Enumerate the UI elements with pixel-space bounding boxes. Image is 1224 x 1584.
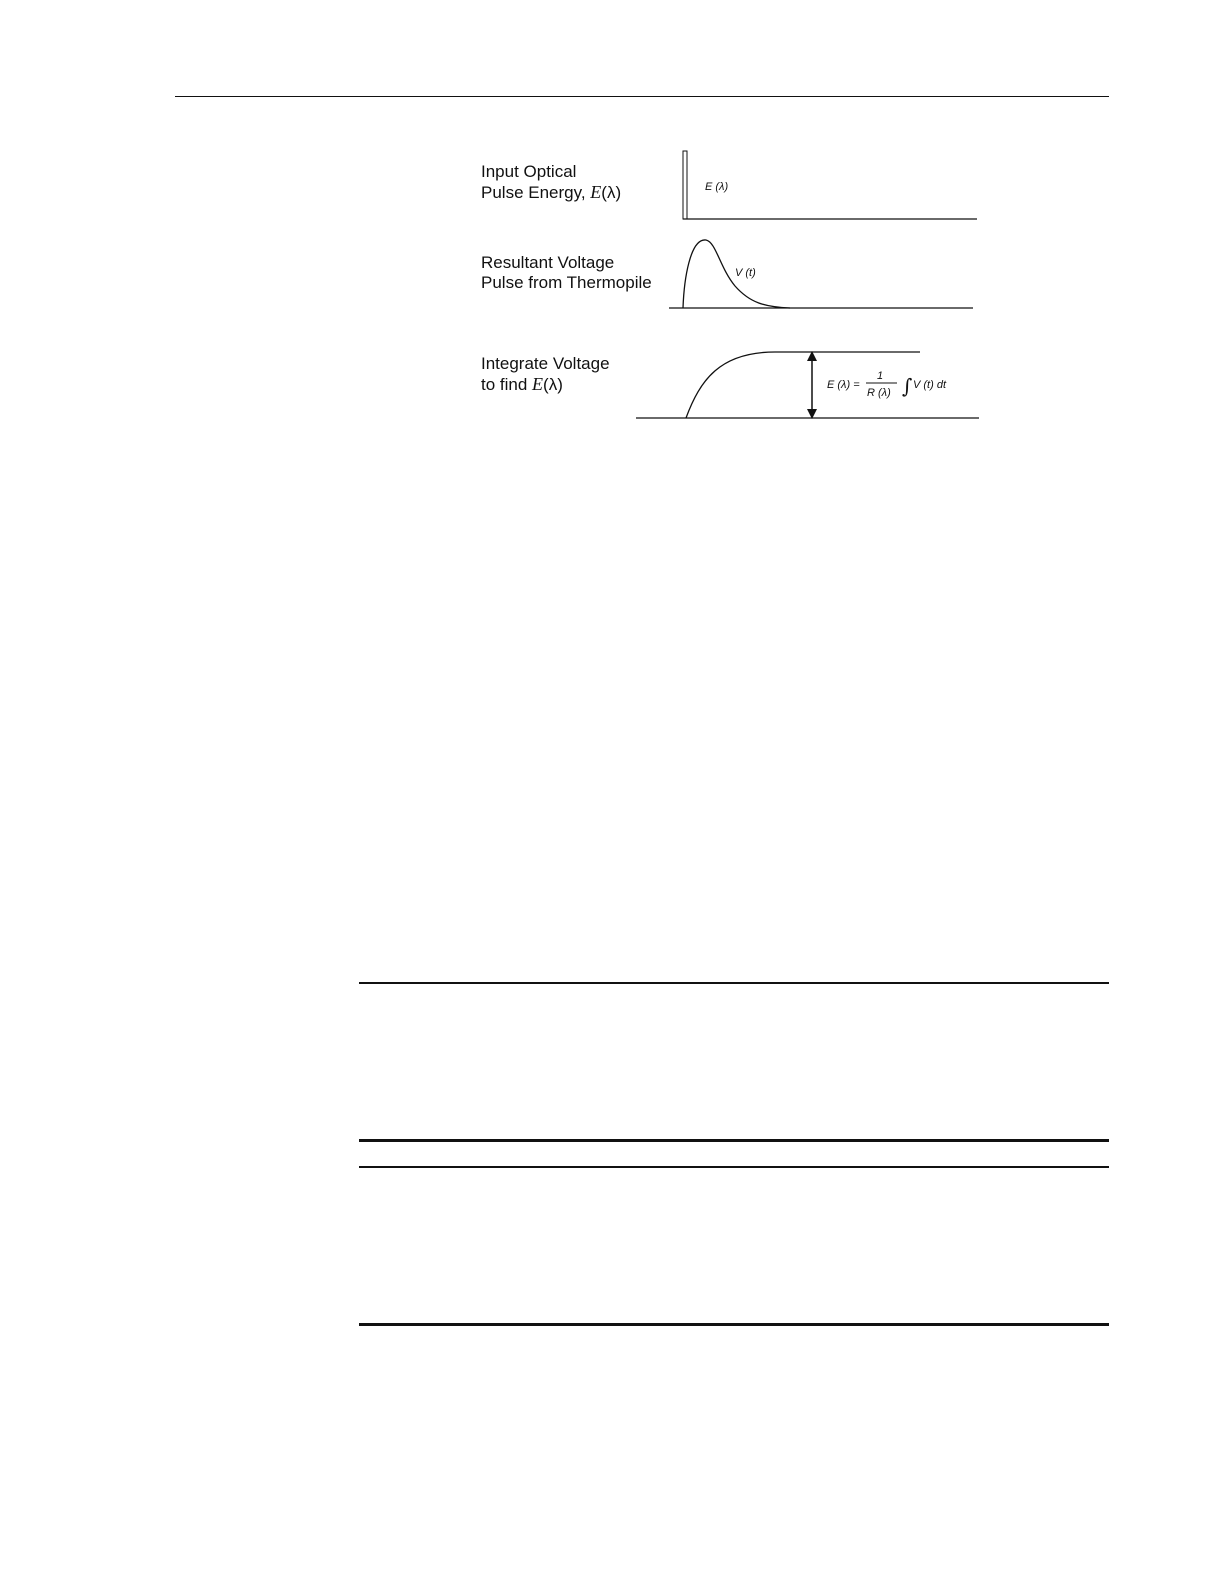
formula-integrand: V (t) dt [913,379,947,391]
formula-lhs: E (λ) = [827,379,860,391]
panel3-label-line1: Integrate Voltage [481,354,610,373]
formula-denominator: R (λ) [867,387,891,399]
panel1-label-line2: Pulse Energy, E(λ) [481,182,622,202]
panel3-label-line2: to find E(λ) [481,374,563,394]
formula-numerator: 1 [877,370,884,382]
panel2-label-line1: Resultant Voltage [481,253,615,272]
panel2-annotation: V (t) [735,267,756,279]
panel1-label-line1: Input Optical [481,162,577,181]
integrated-voltage-curve [686,352,775,418]
panel1-annotation: E (λ) [705,181,729,193]
panel2-label-line2: Pulse from Thermopile [481,273,652,292]
formula-integral-sign: ∫ [902,374,913,398]
optical-pulse-bar [683,151,687,219]
